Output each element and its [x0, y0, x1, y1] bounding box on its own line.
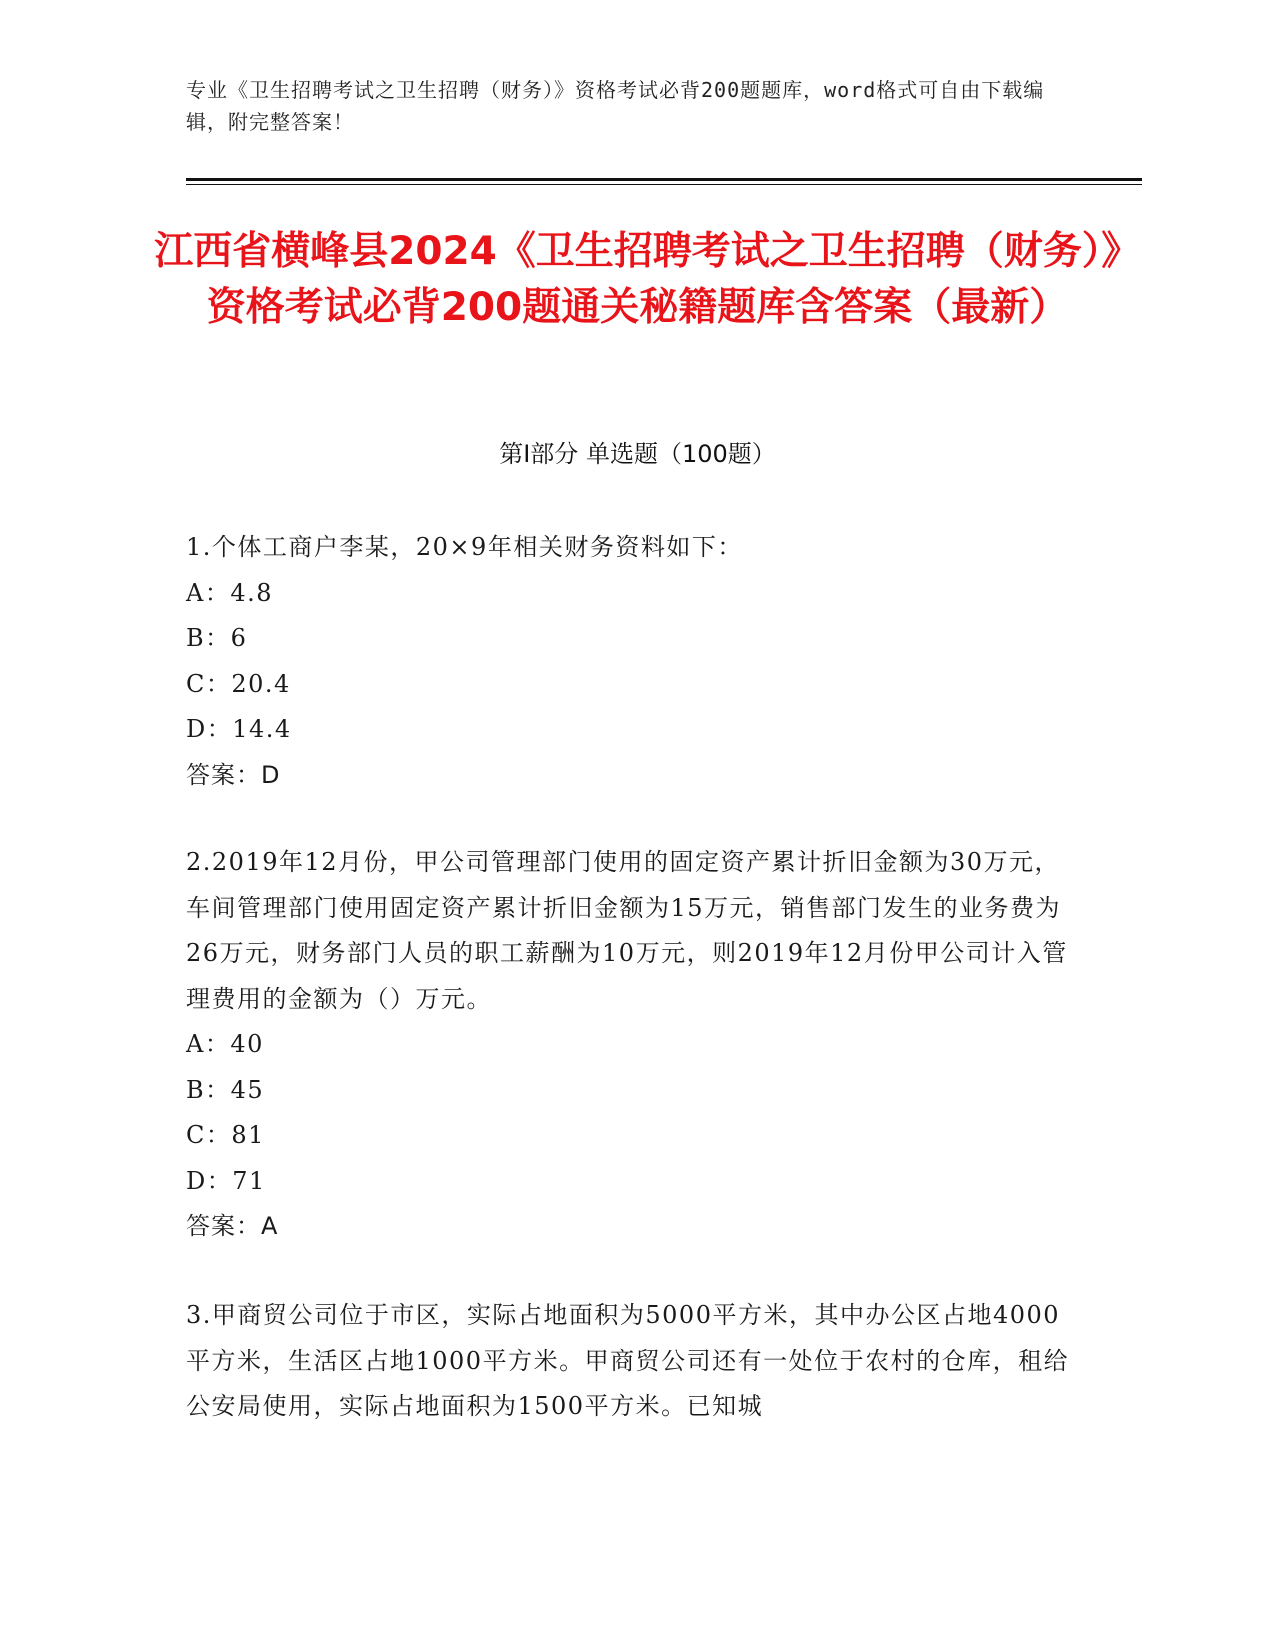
option-d: D：14.4	[186, 715, 292, 743]
question-3	[186, 1293, 1076, 1430]
section-heading: 第Ⅰ部分 单选题（100题）	[499, 440, 776, 468]
option-b: B：6	[186, 624, 248, 652]
document-title: 江西省横峰县2024《卫生招聘考试之卫生招聘（财务）》资格考试必背200题通关秘籍题库含答案（最新）	[154, 229, 1121, 330]
option-c: C：20.4	[186, 669, 291, 698]
question-1	[186, 525, 1076, 798]
answer: 答案：A	[186, 1212, 279, 1240]
option-d: D：71	[186, 1166, 266, 1195]
option-a: A：40	[186, 1030, 264, 1058]
header-note: 专业《卫生招聘考试之卫生招聘（财务）》资格考试必背200题题库，word格式可自由下载编辑，附完整答案！	[186, 78, 1045, 134]
question-stem: 2.2019年12月份，甲公司管理部门使用的固定资产累计折旧金额为30万元，车间管理部门使用固定资产累计折旧金额为15万元，销售部门发生的业务费为26万元，财务部门人员的职工薪酬为10万元，则2019年12月份甲公司计入管理费用的金额为（）万元。	[186, 848, 1068, 1013]
option-b: B：45	[186, 1075, 265, 1104]
question-2	[186, 840, 1076, 1250]
header-divider-thin	[186, 184, 1142, 185]
question-stem: 1.个体工商户李某，20×9年相关财务资料如下：	[186, 533, 743, 561]
option-a: A：4.8	[186, 578, 273, 607]
answer: 答案：D	[186, 760, 281, 789]
header-divider-thick	[186, 178, 1142, 181]
question-stem: 3.甲商贸公司位于市区，实际占地面积为5000平方米，其中办公区占地4000平方米，生活区占地1000平方米。甲商贸公司还有一处位于农村的仓库，租给公安局使用，实际占地面积为1500平方米。已知城	[186, 1301, 1070, 1420]
option-c: C：81	[186, 1121, 265, 1149]
